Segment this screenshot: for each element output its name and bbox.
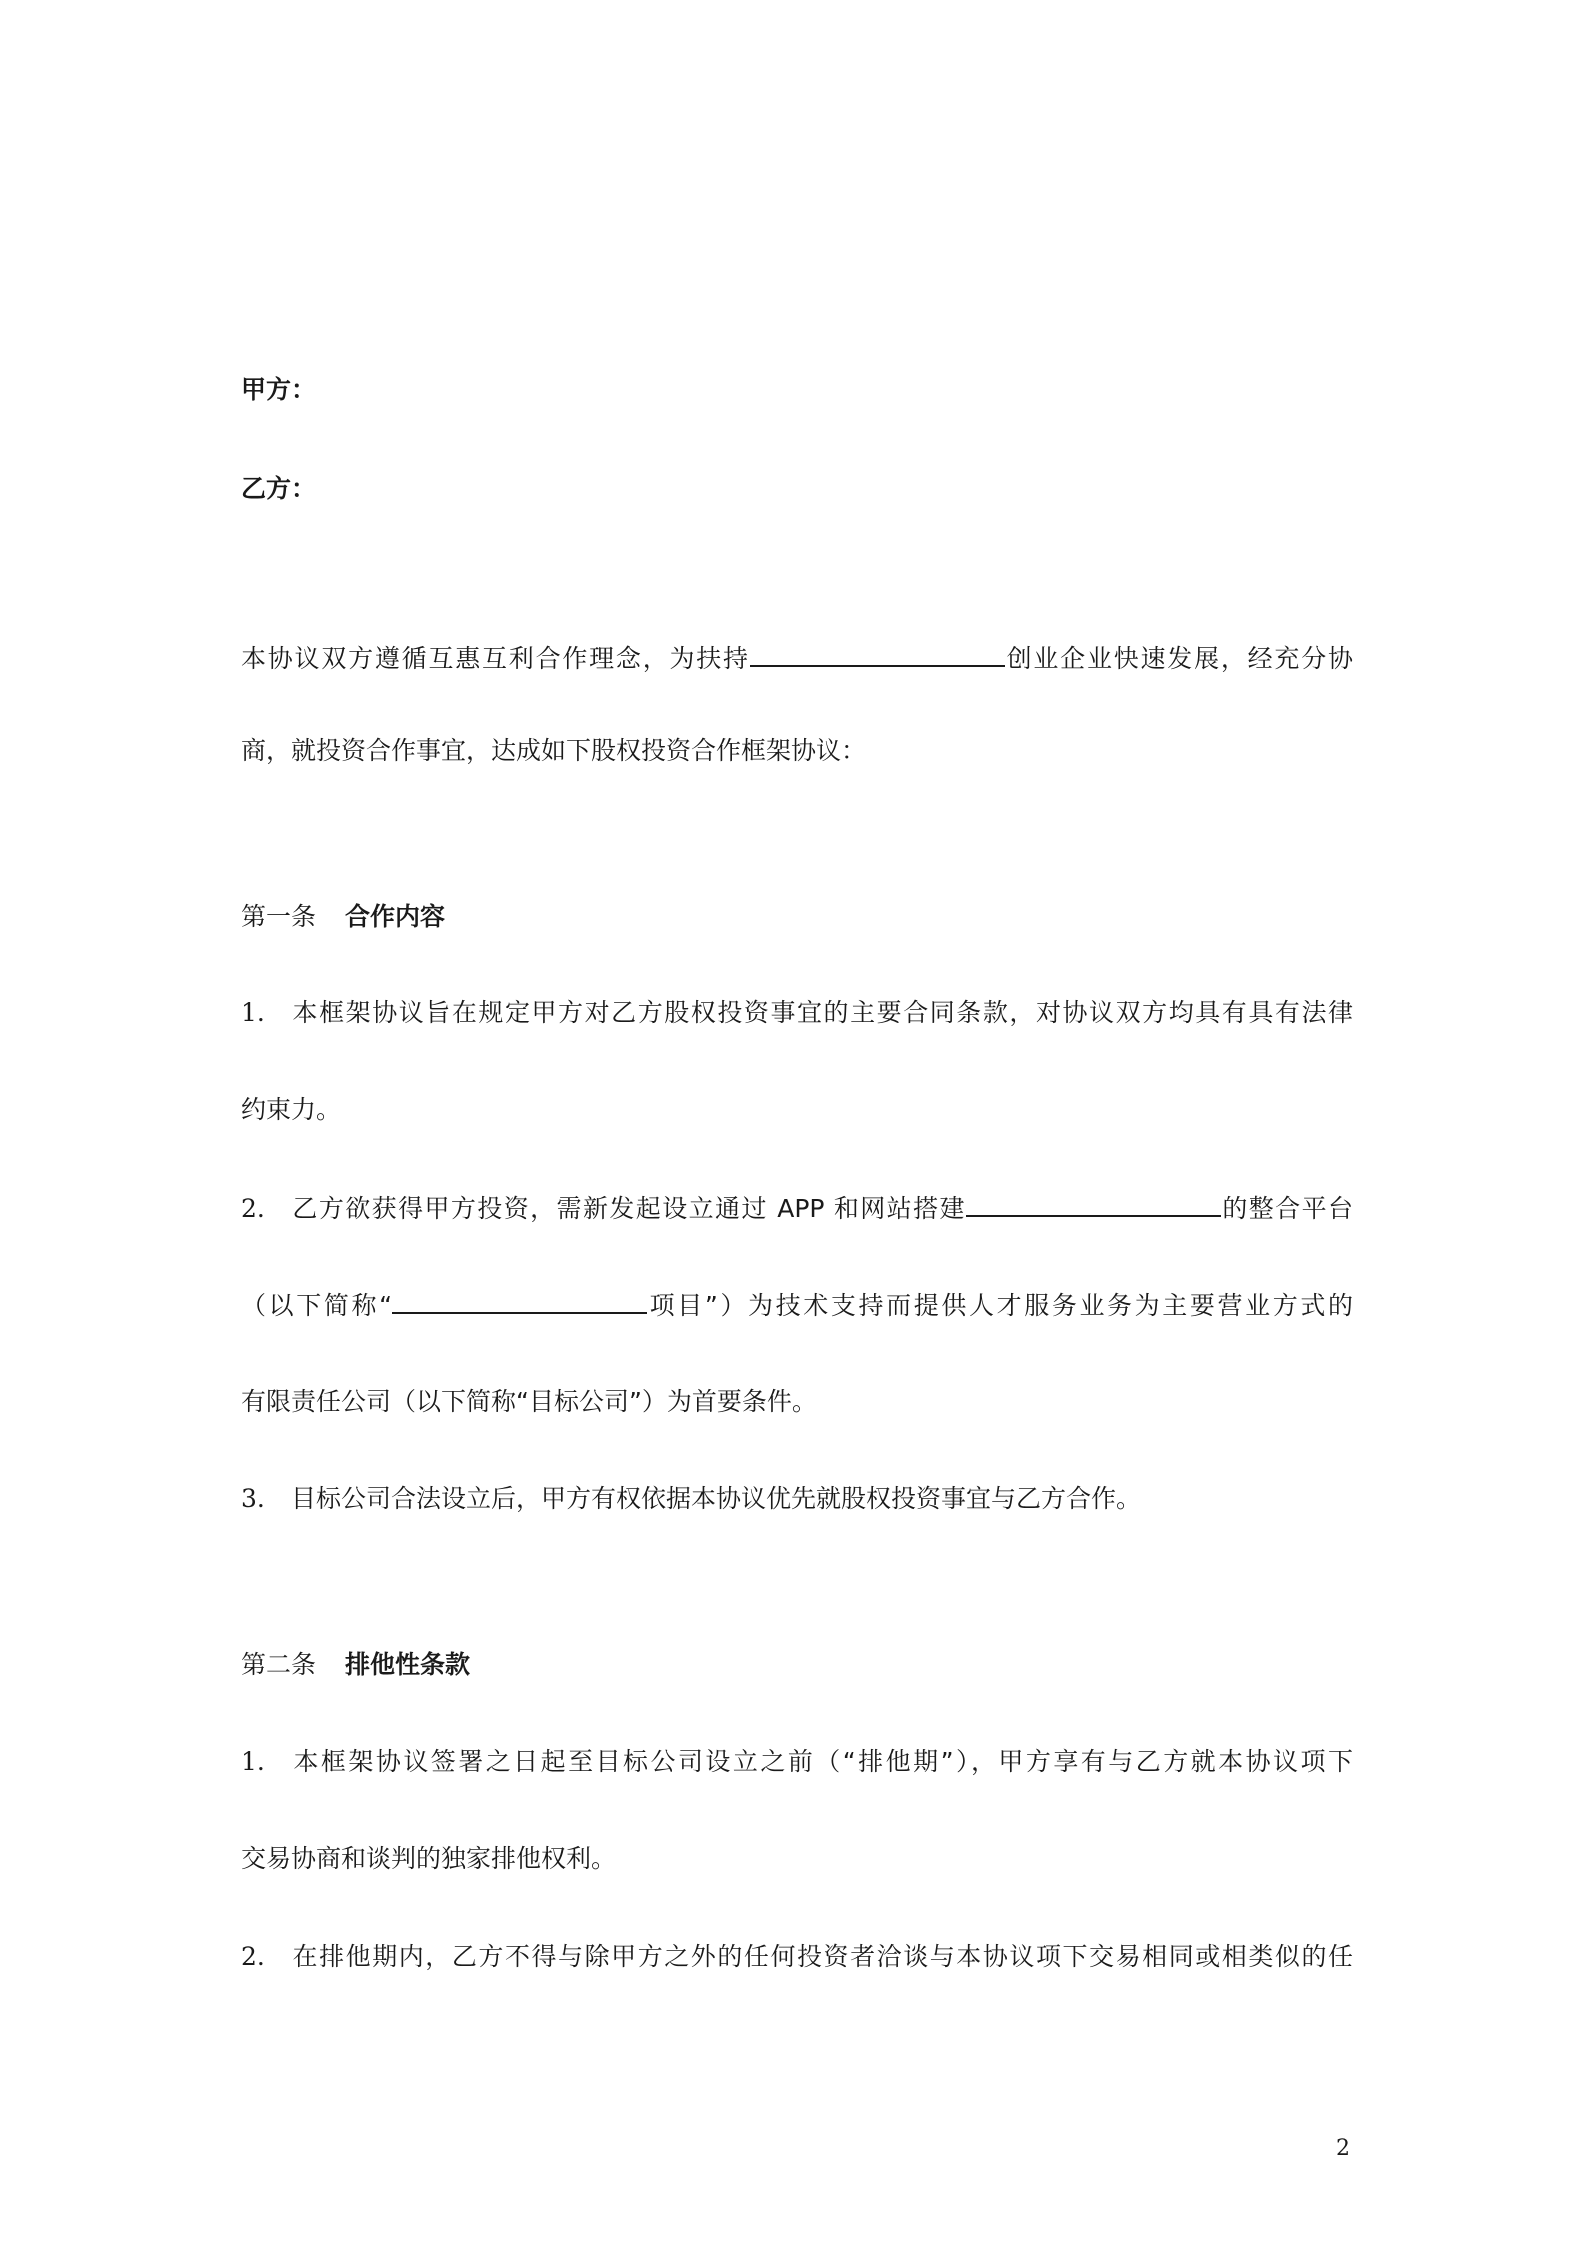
item-text-after-blank: 的整合平台 [1220,1194,1353,1223]
page-number: 2 [1336,2136,1350,2161]
item-number: 1. [241,998,265,1027]
preamble-text-after-blank: 创业企业快速发展，经充分协 [1004,644,1353,673]
item-text: 目标公司合法设立后，甲方有权依据本协议优先就股权投资事宜与乙方合作。 [291,1484,1142,1513]
article-1-title: 合作内容 [345,902,446,931]
preamble-line-1 [241,641,1353,676]
article-2-item-1-line-1 [241,1745,1353,1779]
party-a-label: 甲方： [241,375,317,404]
article-2-number: 第二条 [241,1650,317,1679]
article-1-item-3-line-1 [241,1482,1141,1516]
article-2-title: 排他性条款 [345,1650,471,1679]
article-2-item-2-line-1 [241,1940,1353,1974]
item-number: 2. [241,1194,265,1223]
article-2-item-1-line-2: 交易协商和谈判的独家排他权利。 [241,1844,617,1873]
fill-in-blank [750,641,1005,667]
article-2-heading [241,1648,470,1682]
item-number: 3. [241,1484,265,1513]
article-1-item-2-line-2 [241,1288,1353,1323]
item-text: 本框架协议旨在规定甲方对乙方股权投资事宜的主要合同条款，对协议双方均具有具有法律 [291,998,1353,1027]
item-text: 本框架协议签署之日起至目标公司设立之前（“排他期”），甲方享有与乙方就本协议项下 [291,1747,1353,1776]
fill-in-blank [392,1288,647,1314]
item-text-before-blank: （以下简称“ [241,1291,393,1320]
article-1-item-2-line-1 [241,1191,1353,1226]
item-text-after-blank: 项目”）为技术支持而提供人才服务业务为主要营业方式的 [647,1291,1353,1320]
article-1-number: 第一条 [241,902,317,931]
fill-in-blank [966,1191,1221,1217]
item-text: 在排他期内，乙方不得与除甲方之外的任何投资者洽谈与本协议项下交易相同或相类似的任 [291,1942,1353,1971]
preamble-text-before-blank: 本协议双方遵循互惠互利合作理念，为扶持 [241,644,750,673]
item-number: 1. [241,1747,265,1776]
article-1-heading [241,900,445,934]
article-1-item-1-line-1 [241,996,1353,1030]
party-b-label: 乙方： [241,474,317,503]
item-text-before-blank: 乙方欲获得甲方投资，需新发起设立通过 APP 和网站搭建 [291,1194,966,1223]
item-number: 2. [241,1942,265,1971]
article-1-item-2-line-3: 有限责任公司（以下简称“目标公司”）为首要条件。 [241,1387,817,1416]
article-1-item-1-line-2: 约束力。 [241,1095,342,1124]
preamble-line-2: 商，就投资合作事宜，达成如下股权投资合作框架协议： [241,736,867,765]
